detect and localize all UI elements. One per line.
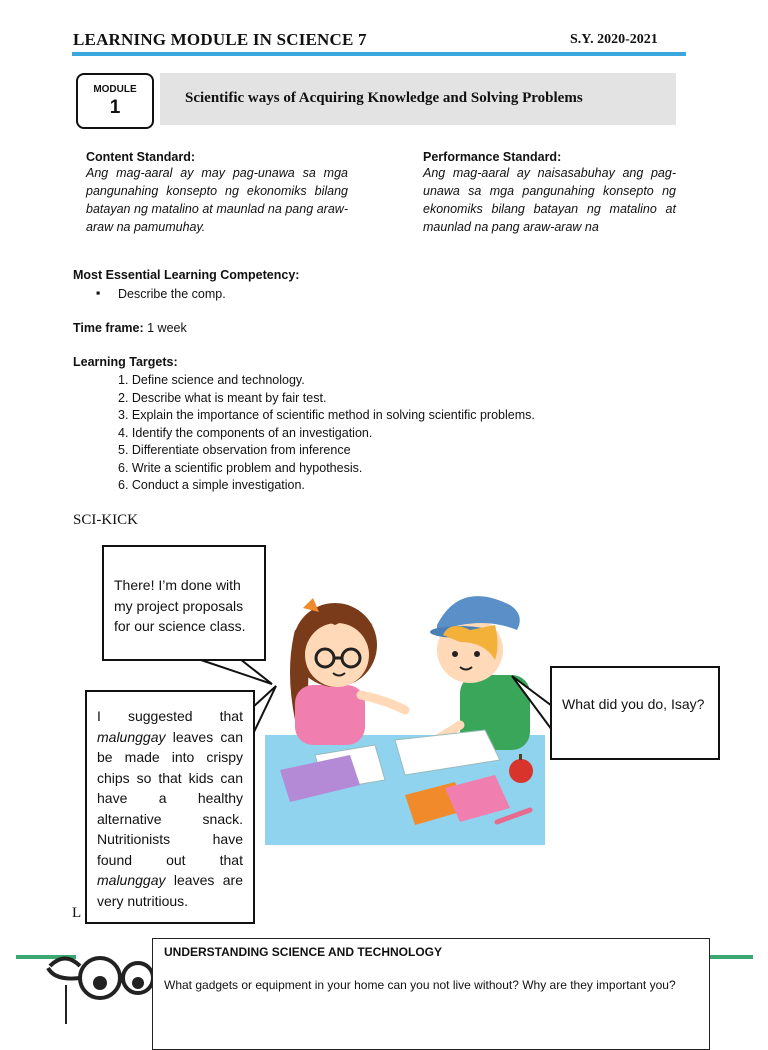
section-bar-right xyxy=(708,955,753,959)
list-item: 4. Identify the components of an investigation. xyxy=(118,425,373,440)
speech-bubble-boy xyxy=(550,666,720,760)
learning-targets-heading: Learning Targets: xyxy=(73,355,178,369)
list-item: 3. Explain the importance of scientific method in solving scientific problems. xyxy=(118,408,535,422)
module-number: 1 xyxy=(109,97,121,118)
melc-bullet-text: Describe the comp. xyxy=(118,287,226,301)
module-title: Scientific ways of Acquiring Knowledge and Solving Problems xyxy=(185,90,583,106)
school-year: S.Y. 2020-2021 xyxy=(570,32,658,47)
understanding-question: What gadgets or equipment in your home can you not live without? Why are they important you? xyxy=(164,978,676,992)
list-item: 1. Define science and technology. xyxy=(118,373,305,387)
content-standard-heading: Content Standard: xyxy=(86,150,196,164)
melc-heading: Most Essential Learning Competency: xyxy=(73,268,300,282)
performance-standard-text: Ang mag-aaral ay naisasabuhay ang pag-unawa sa mga pangunahing konsepto ng ekonomiks bilang batayan ng matalino at maunlad na pang araw-araw na xyxy=(423,166,676,234)
melc-bullet-marker: ▪ xyxy=(96,286,101,300)
performance-standard-heading: Performance Standard: xyxy=(423,150,562,164)
binoculars-eyes-icon xyxy=(40,936,155,1006)
list-item: 6. Write a scientific problem and hypothesis. xyxy=(118,460,363,475)
list-item: 5. Differentiate observation from inference xyxy=(118,443,351,457)
speech-text-italic: malunggay xyxy=(97,872,166,888)
sci-kick-heading: SCI-KICK xyxy=(73,512,139,528)
speech-text-italic: malunggay xyxy=(97,728,166,745)
content-standard-text: Ang mag-aaral ay may pag-unawa sa mga pangunahing konsepto ng ekonomiks bilang batayan ng matalino at maunlad na pang araw-araw na pamumuhay. xyxy=(86,166,348,234)
time-frame-label: Time frame: xyxy=(73,321,144,335)
speech-text-girl-top: There! I’m done with my project proposals for our science class. xyxy=(114,577,246,634)
list-item: 6. Conduct a simple investigation. xyxy=(118,478,305,492)
list-item: 2. Describe what is meant by fair test. xyxy=(118,390,327,405)
speech-text-part: leaves can be made into crispy chips so that kids can have a healthy alternative snack. Nutritionists have found out that xyxy=(97,728,243,868)
speech-text-part: I suggested that xyxy=(97,708,243,724)
speech-bubble-girl-top xyxy=(102,545,266,661)
module-label: MODULE xyxy=(93,84,137,95)
speech-text-boy: What did you do, Isay? xyxy=(562,696,705,712)
speech-bubble-girl-bottom xyxy=(85,690,255,924)
document-header-title: LEARNING MODULE IN SCIENCE 7 xyxy=(73,30,367,49)
understanding-title: UNDERSTANDING SCIENCE AND TECHNOLOGY xyxy=(164,945,443,959)
box-left-rule xyxy=(65,985,67,1024)
time-frame-value: 1 week xyxy=(147,321,187,335)
speech-text-part: leaves are very nutritious. xyxy=(97,872,243,909)
hidden-heading-fragment: L xyxy=(72,905,82,921)
